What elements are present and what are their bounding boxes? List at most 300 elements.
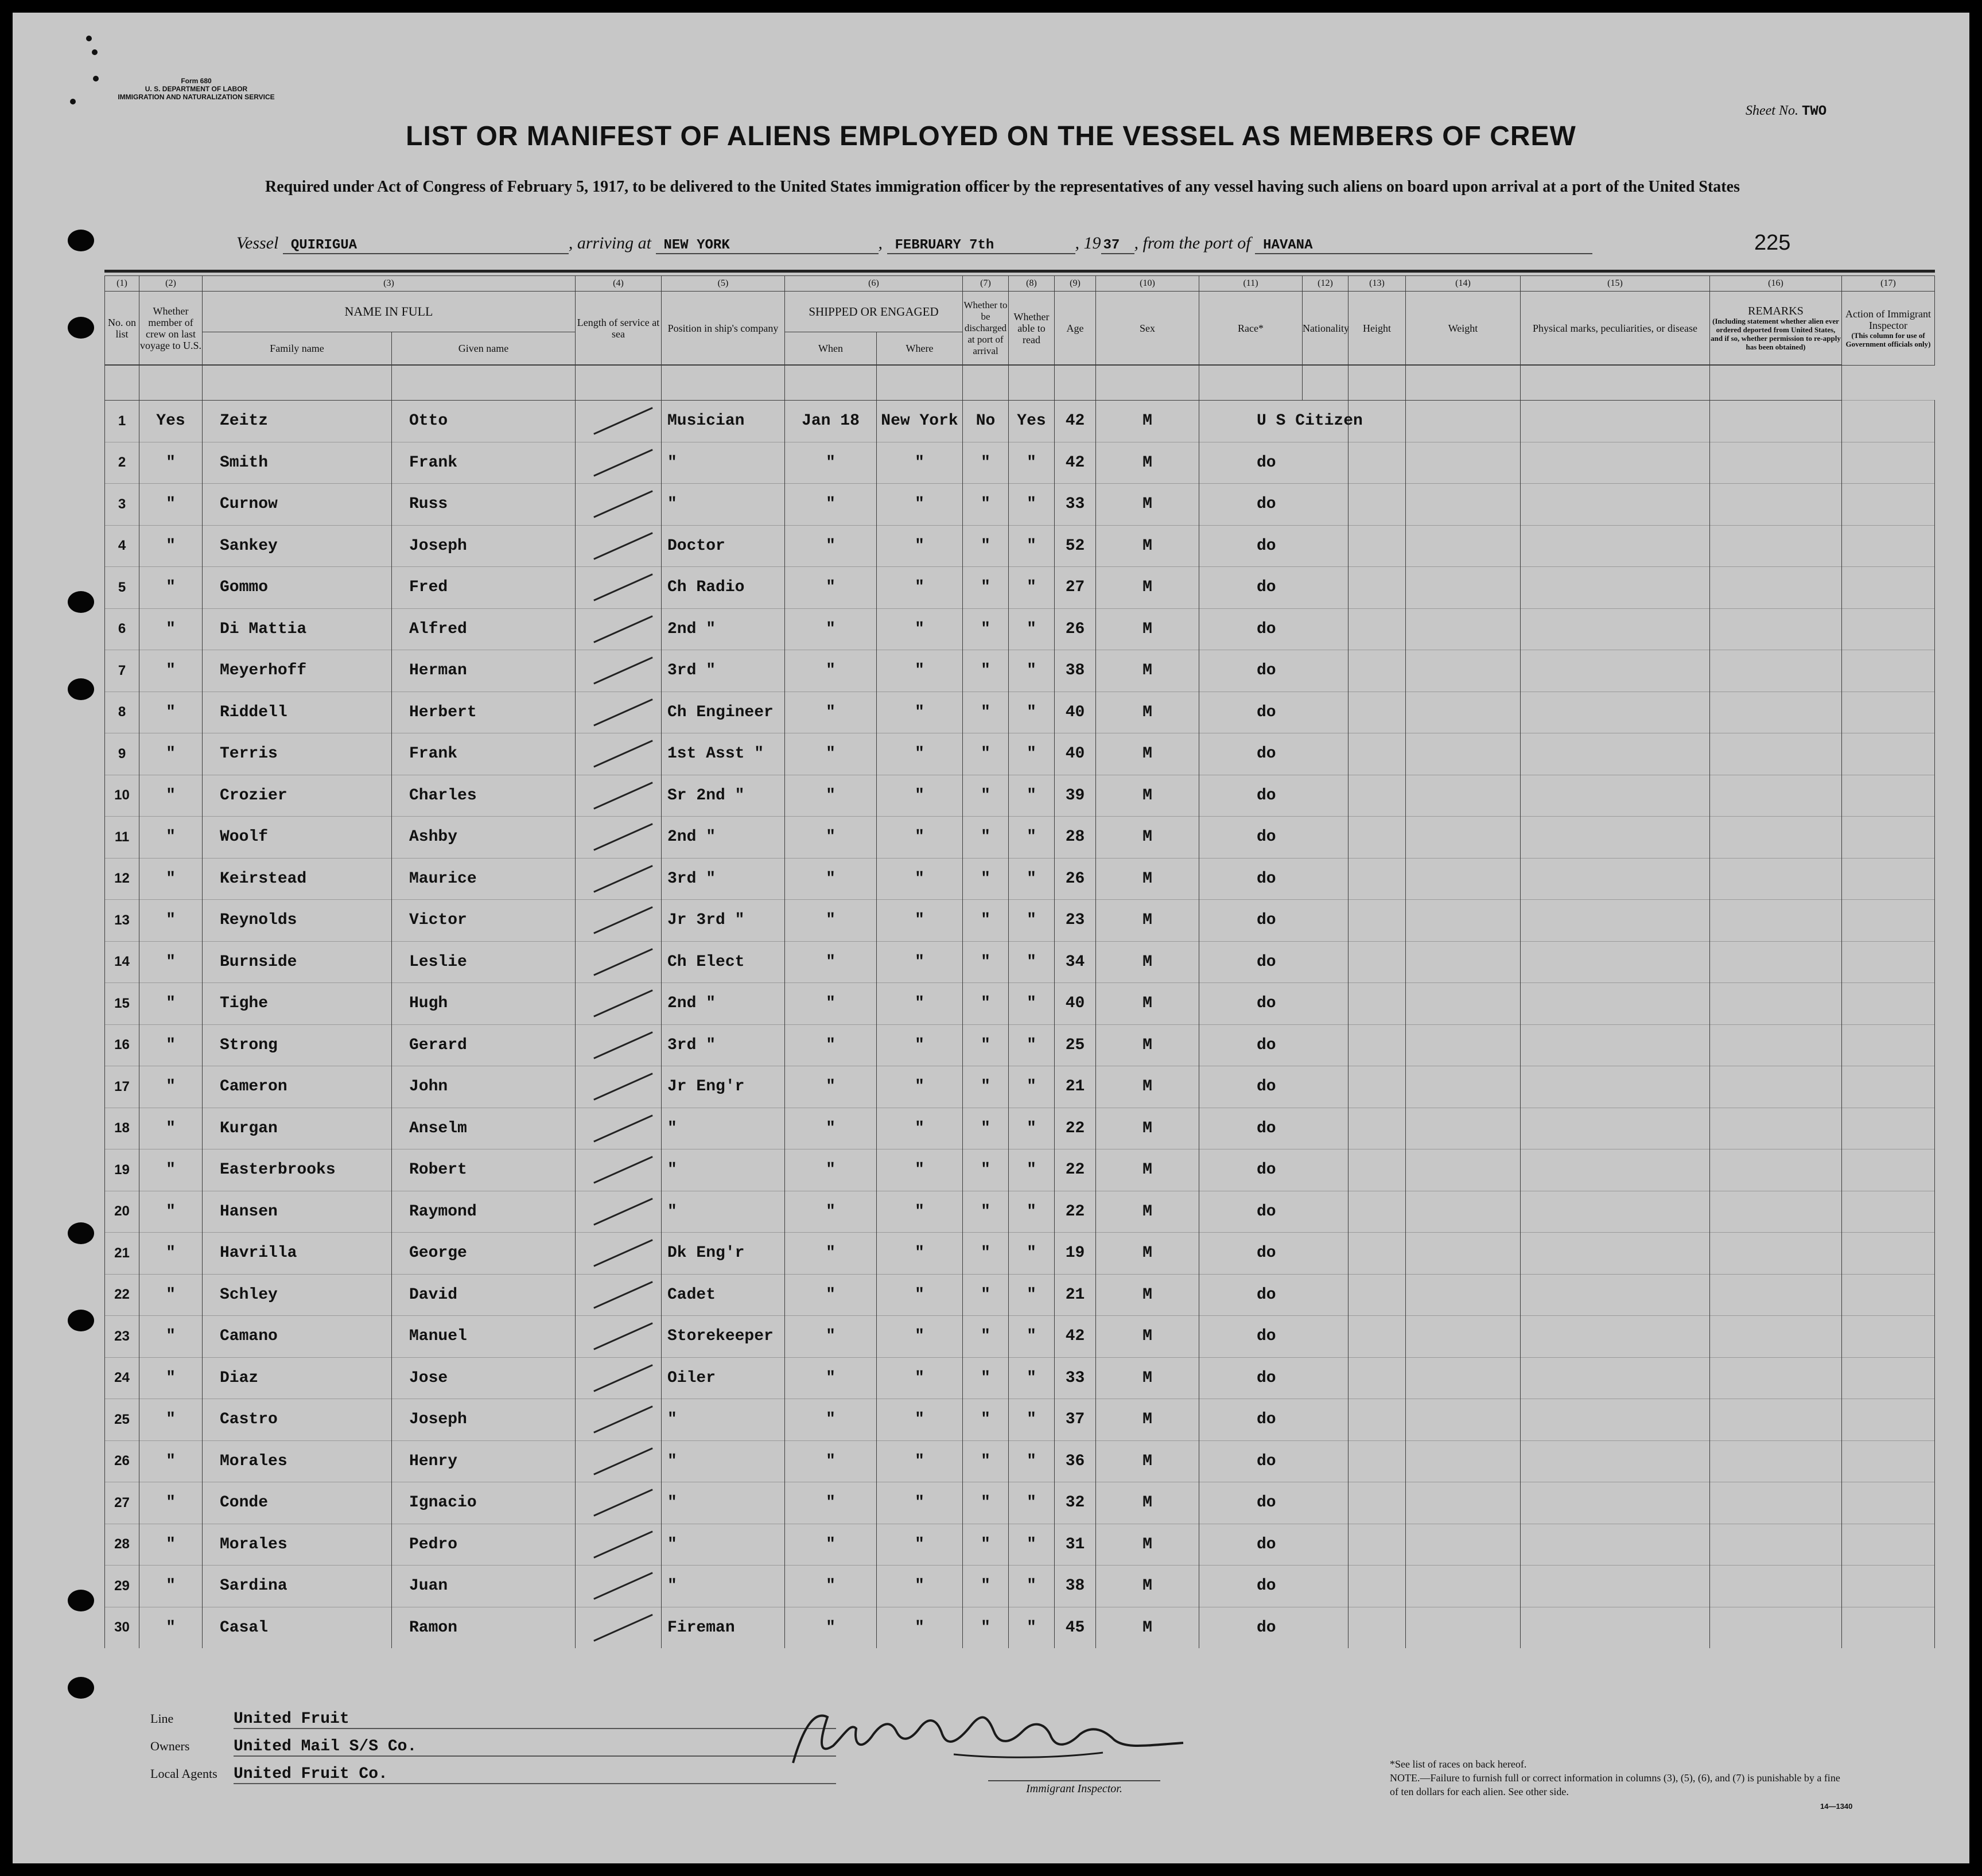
owners-value: United Mail S/S Co. — [234, 1738, 836, 1757]
inspector-action-cell — [1842, 567, 1935, 609]
crew-table — [104, 275, 1935, 1648]
given-name-cell: Fred — [392, 567, 576, 609]
inspector-action-cell — [1842, 858, 1935, 900]
weight-cell — [1406, 1233, 1521, 1275]
height-cell — [1348, 1066, 1406, 1108]
col10-header: Sex — [1096, 292, 1199, 366]
position-cell: " — [662, 1191, 785, 1233]
table-row — [105, 1274, 1935, 1316]
race-cell: do — [1199, 1566, 1348, 1607]
family-name-cell: Crozier — [203, 775, 392, 817]
race-cell: do — [1199, 983, 1348, 1025]
age-cell: 45 — [1055, 1607, 1096, 1648]
given-name-cell: Victor — [392, 900, 576, 942]
row-number: 11 — [105, 817, 139, 859]
given-name-cell: Gerard — [392, 1024, 576, 1066]
shipped-where-cell: " — [877, 941, 963, 983]
family-name-cell: Woolf — [203, 817, 392, 859]
last-voyage-cell: " — [139, 1024, 203, 1066]
sex-cell: M — [1096, 858, 1199, 900]
given-name-cell: Raymond — [392, 1191, 576, 1233]
given-name-cell: Leslie — [392, 941, 576, 983]
row-number: 20 — [105, 1191, 139, 1233]
given-name-cell: Joseph — [392, 1399, 576, 1441]
service-length-cell — [576, 1482, 662, 1524]
position-cell: 3rd " — [662, 650, 785, 692]
shipped-where-cell: " — [877, 650, 963, 692]
arriving-label: , arriving at — [568, 234, 651, 253]
age-cell: 21 — [1055, 1066, 1096, 1108]
row-number: 10 — [105, 775, 139, 817]
weight-cell — [1406, 858, 1521, 900]
inspector-action-cell — [1842, 1149, 1935, 1191]
sheet-number — [1746, 103, 1826, 119]
shipped-when-cell: " — [785, 484, 877, 526]
col10-num: (10) — [1096, 276, 1199, 292]
weight-cell — [1406, 1440, 1521, 1482]
inspector-action-cell — [1842, 1524, 1935, 1566]
service-length-cell — [576, 401, 662, 442]
weight-cell — [1406, 608, 1521, 650]
race-cell: do — [1199, 1066, 1348, 1108]
binder-hole — [68, 1222, 94, 1244]
inspector-action-cell — [1842, 900, 1935, 942]
service-length-cell — [576, 1191, 662, 1233]
position-cell: Ch Elect — [662, 941, 785, 983]
service-length-cell — [576, 1399, 662, 1441]
given-name-cell: Manuel — [392, 1316, 576, 1358]
weight-cell — [1406, 567, 1521, 609]
position-cell: Musician — [662, 401, 785, 442]
binder-hole — [68, 1590, 94, 1611]
col8-num: (8) — [1009, 276, 1055, 292]
service-length-cell — [576, 817, 662, 859]
col13-num: (13) — [1348, 276, 1406, 292]
remarks-cell — [1710, 1233, 1842, 1275]
height-cell — [1348, 941, 1406, 983]
race-cell: do — [1199, 1440, 1348, 1482]
race-cell: do — [1199, 1149, 1348, 1191]
shipped-when-cell: Jan 18 — [785, 401, 877, 442]
able-to-read-cell: " — [1009, 775, 1055, 817]
weight-cell — [1406, 1024, 1521, 1066]
last-voyage-cell: " — [139, 1607, 203, 1648]
table-row — [105, 608, 1935, 650]
sex-cell: M — [1096, 608, 1199, 650]
sex-cell: M — [1096, 525, 1199, 567]
punch-mark — [92, 49, 98, 55]
shipped-when-cell: " — [785, 608, 877, 650]
sex-cell: M — [1096, 650, 1199, 692]
discharged-cell: " — [963, 1149, 1009, 1191]
height-cell — [1348, 1482, 1406, 1524]
remarks-cell — [1710, 1399, 1842, 1441]
col6-num: (6) — [785, 276, 963, 292]
given-name-cell: Pedro — [392, 1524, 576, 1566]
physical-marks-cell — [1521, 900, 1710, 942]
family-name-cell: Strong — [203, 1024, 392, 1066]
shipped-when-cell: " — [785, 1316, 877, 1358]
physical-marks-cell — [1521, 1108, 1710, 1149]
col4-header: Length of service at sea — [576, 292, 662, 366]
inspector-action-cell — [1842, 1357, 1935, 1399]
shipped-when-cell: " — [785, 1108, 877, 1149]
given-name-cell: Herbert — [392, 692, 576, 733]
shipped-where-cell: " — [877, 1482, 963, 1524]
inspector-action-cell — [1842, 1108, 1935, 1149]
given-name-cell: Juan — [392, 1566, 576, 1607]
physical-marks-cell — [1521, 983, 1710, 1025]
race-cell: do — [1199, 1274, 1348, 1316]
race-cell: do — [1199, 484, 1348, 526]
height-cell — [1348, 1357, 1406, 1399]
remarks-cell — [1710, 1191, 1842, 1233]
age-cell: 42 — [1055, 1316, 1096, 1358]
sex-cell: M — [1096, 1149, 1199, 1191]
service-length-cell — [576, 858, 662, 900]
physical-marks-cell — [1521, 608, 1710, 650]
owners-label: Owners — [150, 1739, 190, 1753]
shipped-where-cell: " — [877, 442, 963, 484]
age-cell: 40 — [1055, 692, 1096, 733]
service-length-cell — [576, 1233, 662, 1275]
weight-cell — [1406, 1482, 1521, 1524]
family-name-cell: Conde — [203, 1482, 392, 1524]
position-cell: Fireman — [662, 1607, 785, 1648]
binder-hole — [68, 678, 94, 700]
row-number: 26 — [105, 1440, 139, 1482]
last-voyage-cell: " — [139, 1566, 203, 1607]
row-number: 27 — [105, 1482, 139, 1524]
shipped-when-cell: " — [785, 983, 877, 1025]
physical-marks-cell — [1521, 733, 1710, 775]
table-row — [105, 525, 1935, 567]
table-row — [105, 1440, 1935, 1482]
weight-cell — [1406, 900, 1521, 942]
service-length-cell — [576, 983, 662, 1025]
inspector-action-cell — [1842, 941, 1935, 983]
position-cell: " — [662, 1108, 785, 1149]
able-to-read-cell: " — [1009, 692, 1055, 733]
family-name-cell: Sankey — [203, 525, 392, 567]
discharged-cell: " — [963, 692, 1009, 733]
col15-num: (15) — [1521, 276, 1710, 292]
discharged-cell: " — [963, 858, 1009, 900]
age-cell: 27 — [1055, 567, 1096, 609]
shipped-when-cell: " — [785, 1566, 877, 1607]
shipped-where-cell: " — [877, 775, 963, 817]
family-name-cell: Smith — [203, 442, 392, 484]
last-voyage-cell: " — [139, 1399, 203, 1441]
physical-marks-cell — [1521, 1566, 1710, 1607]
row-number: 6 — [105, 608, 139, 650]
shipped-where-cell: " — [877, 1108, 963, 1149]
given-name-cell: Robert — [392, 1149, 576, 1191]
age-cell: 28 — [1055, 817, 1096, 859]
discharged-cell: " — [963, 817, 1009, 859]
physical-marks-cell — [1521, 401, 1710, 442]
col17-title: Action of Immigrant Inspector — [1845, 308, 1931, 331]
col11-header: Race* — [1199, 292, 1303, 366]
given-name-cell: Ramon — [392, 1607, 576, 1648]
age-cell: 33 — [1055, 1357, 1096, 1399]
manifest-sheet — [13, 13, 1969, 1863]
last-voyage-cell: " — [139, 567, 203, 609]
last-voyage-cell: " — [139, 1524, 203, 1566]
shipped-when-cell: " — [785, 1524, 877, 1566]
table-row — [105, 401, 1935, 442]
family-name-cell: Diaz — [203, 1357, 392, 1399]
col2-header: Whether member of crew on last voyage to U.S. — [139, 292, 203, 366]
discharged-cell: " — [963, 567, 1009, 609]
sex-cell: M — [1096, 941, 1199, 983]
able-to-read-cell: " — [1009, 1024, 1055, 1066]
race-cell: do — [1199, 1233, 1348, 1275]
able-to-read-cell: Yes — [1009, 401, 1055, 442]
inspector-action-cell — [1842, 525, 1935, 567]
inspector-action-cell — [1842, 1399, 1935, 1441]
service-length-cell — [576, 1357, 662, 1399]
weight-cell — [1406, 983, 1521, 1025]
age-cell: 23 — [1055, 900, 1096, 942]
age-cell: 36 — [1055, 1440, 1096, 1482]
position-cell: Sr 2nd " — [662, 775, 785, 817]
remarks-cell — [1710, 692, 1842, 733]
physical-marks-cell — [1521, 1274, 1710, 1316]
sex-cell: M — [1096, 1066, 1199, 1108]
position-cell: Jr 3rd " — [662, 900, 785, 942]
position-cell: Doctor — [662, 525, 785, 567]
table-row — [105, 983, 1935, 1025]
col17-num: (17) — [1842, 276, 1935, 292]
remarks-cell — [1710, 608, 1842, 650]
col15-header: Physical marks, peculiarities, or disease — [1521, 292, 1710, 366]
last-voyage-cell: Yes — [139, 401, 203, 442]
physical-marks-cell — [1521, 941, 1710, 983]
from-label: , from the port of — [1134, 234, 1251, 253]
shipped-where-cell: " — [877, 817, 963, 859]
family-name-cell: Sardina — [203, 1566, 392, 1607]
able-to-read-cell: " — [1009, 1566, 1055, 1607]
service-length-cell — [576, 1440, 662, 1482]
given-name-cell: George — [392, 1233, 576, 1275]
position-cell: Dk Eng'r — [662, 1233, 785, 1275]
age-cell: 40 — [1055, 983, 1096, 1025]
binder-hole — [68, 317, 94, 339]
sex-cell: M — [1096, 1482, 1199, 1524]
service-length-cell — [576, 484, 662, 526]
race-cell: do — [1199, 525, 1348, 567]
weight-cell — [1406, 1607, 1521, 1648]
arrival-date: FEBRUARY 7th — [887, 238, 1075, 254]
row-number: 19 — [105, 1149, 139, 1191]
row-number: 25 — [105, 1399, 139, 1441]
shipped-where-cell: " — [877, 1066, 963, 1108]
col7-num: (7) — [963, 276, 1009, 292]
shipped-when-cell: " — [785, 692, 877, 733]
able-to-read-cell: " — [1009, 941, 1055, 983]
position-cell: " — [662, 1440, 785, 1482]
given-name-cell: Frank — [392, 733, 576, 775]
age-cell: 42 — [1055, 401, 1096, 442]
sex-cell: M — [1096, 1399, 1199, 1441]
weight-cell — [1406, 1108, 1521, 1149]
service-length-cell — [576, 1024, 662, 1066]
physical-marks-cell — [1521, 484, 1710, 526]
height-cell — [1348, 983, 1406, 1025]
height-cell — [1348, 1399, 1406, 1441]
col8-header: Whether able to read — [1009, 292, 1055, 366]
race-cell: do — [1199, 1191, 1348, 1233]
shipped-where-cell: " — [877, 1566, 963, 1607]
inspector-action-cell — [1842, 1316, 1935, 1358]
position-cell: " — [662, 1566, 785, 1607]
top-rule — [104, 270, 1935, 273]
age-cell: 22 — [1055, 1191, 1096, 1233]
height-cell — [1348, 1108, 1406, 1149]
row-number: 23 — [105, 1316, 139, 1358]
agents-label: Local Agents — [150, 1766, 217, 1781]
weight-cell — [1406, 1191, 1521, 1233]
shipped-where-cell: " — [877, 567, 963, 609]
col13-header: Height — [1348, 292, 1406, 366]
family-name-cell: Cameron — [203, 1066, 392, 1108]
sex-cell: M — [1096, 1524, 1199, 1566]
weight-cell — [1406, 1316, 1521, 1358]
race-cell: do — [1199, 1482, 1348, 1524]
shipped-where-cell: " — [877, 1440, 963, 1482]
shipped-where-cell: " — [877, 608, 963, 650]
discharged-cell: " — [963, 442, 1009, 484]
height-cell — [1348, 650, 1406, 692]
last-voyage-cell: " — [139, 817, 203, 859]
discharged-cell: " — [963, 1316, 1009, 1358]
remarks-cell — [1710, 733, 1842, 775]
physical-marks-cell — [1521, 1149, 1710, 1191]
weight-cell — [1406, 1274, 1521, 1316]
row-number: 7 — [105, 650, 139, 692]
last-voyage-cell: " — [139, 692, 203, 733]
col5-num: (5) — [662, 276, 785, 292]
able-to-read-cell: " — [1009, 1149, 1055, 1191]
table-row — [105, 692, 1935, 733]
age-cell: 21 — [1055, 1274, 1096, 1316]
table-row — [105, 900, 1935, 942]
family-name-cell: Meyerhoff — [203, 650, 392, 692]
position-cell: Ch Radio — [662, 567, 785, 609]
sex-cell: M — [1096, 484, 1199, 526]
physical-marks-cell — [1521, 858, 1710, 900]
discharged-cell: " — [963, 775, 1009, 817]
row-number: 18 — [105, 1108, 139, 1149]
last-voyage-cell: " — [139, 733, 203, 775]
family-name-cell: Burnside — [203, 941, 392, 983]
sex-cell: M — [1096, 817, 1199, 859]
race-cell: do — [1199, 608, 1348, 650]
sex-cell: M — [1096, 983, 1199, 1025]
sex-cell: M — [1096, 733, 1199, 775]
shipped-when-cell: " — [785, 1440, 877, 1482]
footer-agents — [150, 1765, 836, 1784]
position-cell: 2nd " — [662, 817, 785, 859]
height-cell — [1348, 733, 1406, 775]
age-cell: 40 — [1055, 733, 1096, 775]
race-cell: do — [1199, 733, 1348, 775]
family-name-cell: Tighe — [203, 983, 392, 1025]
service-length-cell — [576, 775, 662, 817]
remarks-cell — [1710, 775, 1842, 817]
able-to-read-cell: " — [1009, 442, 1055, 484]
discharged-cell: " — [963, 900, 1009, 942]
sex-cell: M — [1096, 1108, 1199, 1149]
family-name-cell: Castro — [203, 1399, 392, 1441]
row-number: 17 — [105, 1066, 139, 1108]
position-cell: 3rd " — [662, 858, 785, 900]
remarks-cell — [1710, 1440, 1842, 1482]
given-name-cell: Frank — [392, 442, 576, 484]
weight-cell — [1406, 733, 1521, 775]
physical-marks-cell — [1521, 1482, 1710, 1524]
sex-cell: M — [1096, 1316, 1199, 1358]
binder-hole — [68, 591, 94, 613]
discharged-cell: " — [963, 1399, 1009, 1441]
form-number: 14—1340 — [1820, 1802, 1853, 1811]
service-length-cell — [576, 692, 662, 733]
service-length-cell — [576, 1524, 662, 1566]
age-cell: 26 — [1055, 858, 1096, 900]
shipped-when-cell: " — [785, 1357, 877, 1399]
remarks-cell — [1710, 1066, 1842, 1108]
table-row — [105, 567, 1935, 609]
able-to-read-cell: " — [1009, 1440, 1055, 1482]
given-name-cell: Otto — [392, 401, 576, 442]
col6-header: SHIPPED OR ENGAGED — [785, 292, 963, 332]
shipped-where-cell: " — [877, 900, 963, 942]
table-row — [105, 1607, 1935, 1648]
shipped-when-cell: " — [785, 775, 877, 817]
given-name-cell: Joseph — [392, 525, 576, 567]
age-cell: 38 — [1055, 650, 1096, 692]
table-row — [105, 1357, 1935, 1399]
sex-cell: M — [1096, 1191, 1199, 1233]
sex-cell: M — [1096, 900, 1199, 942]
inspector-action-cell — [1842, 692, 1935, 733]
col11-num: (11) — [1199, 276, 1303, 292]
physical-marks-cell — [1521, 775, 1710, 817]
last-voyage-cell: " — [139, 941, 203, 983]
physical-marks-cell — [1521, 1440, 1710, 1482]
position-cell: " — [662, 442, 785, 484]
shipped-when-cell: " — [785, 1066, 877, 1108]
weight-cell — [1406, 525, 1521, 567]
last-voyage-cell: " — [139, 983, 203, 1025]
able-to-read-cell: " — [1009, 858, 1055, 900]
able-to-read-cell: " — [1009, 608, 1055, 650]
arriving-port: NEW YORK — [656, 238, 879, 254]
height-cell — [1348, 1191, 1406, 1233]
year-label: , 19 — [1075, 234, 1101, 253]
row-number: 14 — [105, 941, 139, 983]
family-name-cell: Riddell — [203, 692, 392, 733]
family-name-cell: Zeitz — [203, 401, 392, 442]
table-row — [105, 1566, 1935, 1607]
row-number: 1 — [105, 401, 139, 442]
col7-header: Whether to be discharged at port of arrival — [963, 292, 1009, 366]
shipped-when-cell: " — [785, 817, 877, 859]
family-name-cell: Terris — [203, 733, 392, 775]
able-to-read-cell: " — [1009, 1399, 1055, 1441]
given-name-cell: Maurice — [392, 858, 576, 900]
